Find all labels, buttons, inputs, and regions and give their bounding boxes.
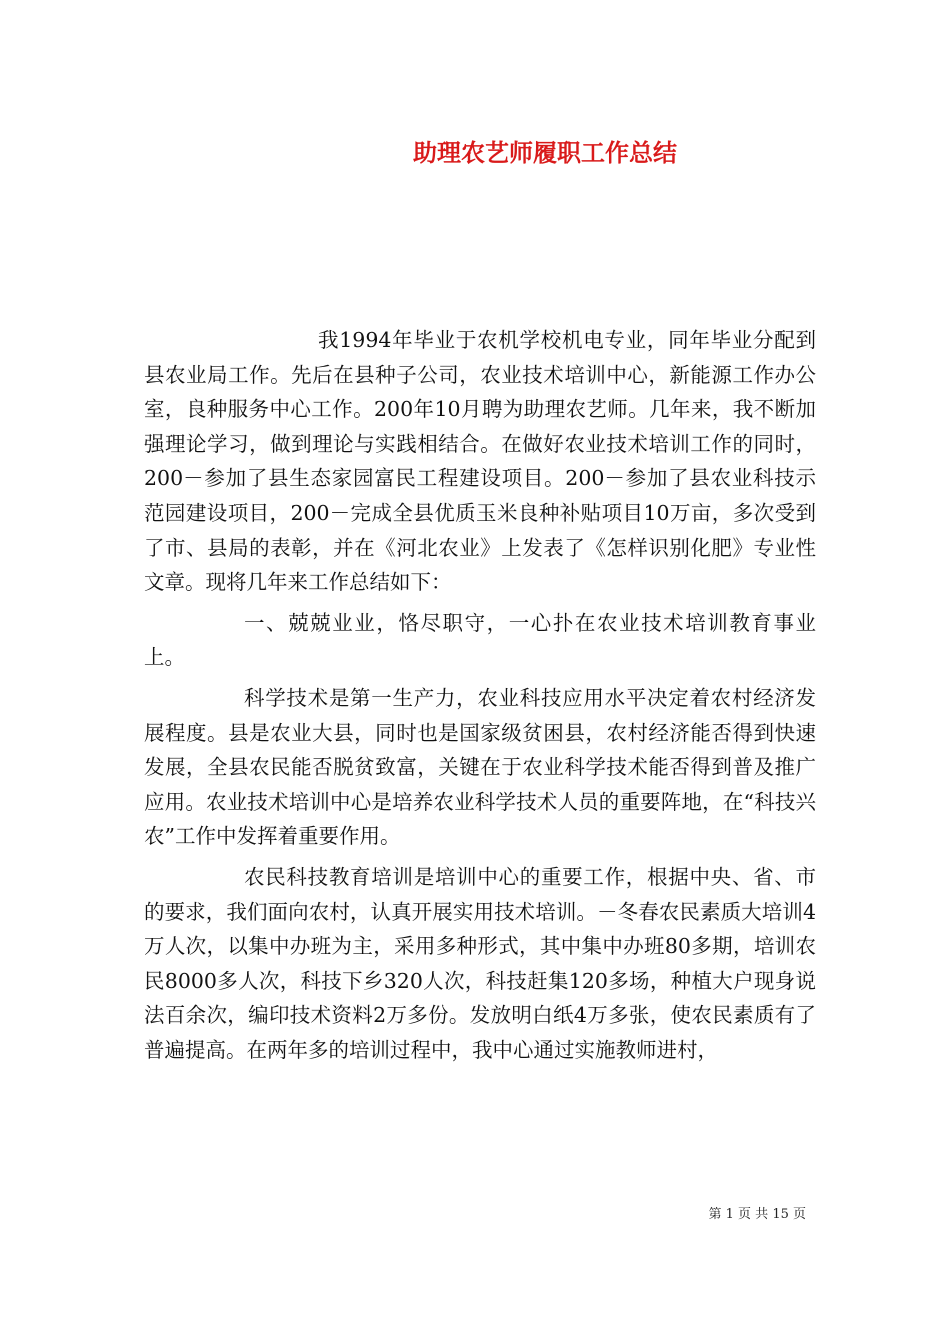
page-footer: 第 1 页 共 15 页 [708,1207,806,1222]
paragraph-science: 科学技术是第一生产力，农业科技应用水平决定着农村经济发展程度。县是农业大县，同时也是国家级贫困县，农村经济能否得到快速发展，全县农民能否脱贫致富，关键在于农业科学技术能否得到普及推广应用。农业技术培训中心是培养农业科学技术人员的重要阵地，在“科技兴农”工作中发挥着重要作用。 [144,685,816,849]
paragraph-training: 农民科技教育培训是培训中心的重要工作，根据中央、省、市的要求，我们面向农村，认真开展实用技术培训。－冬春农民素质大培训4万人次，以集中办班为主，采用多种形式，其中集中办班80多期，培训农民8000多人次，科技下乡320人次，科技赶集120多场，种植大户现身说法百余次，编印技术资料2万多份。发放明白纸4万多张，使农民素质有了普遍提高。在两年多的培训过程中，我中心通过实施教师进村， [144,864,816,1062]
paragraph-intro: 我1994年毕业于农机学校机电专业，同年毕业分配到县农业局工作。先后在县种子公司，农业技术培训中心，新能源工作办公室，良种服务中心工作。200年10月聘为助理农艺师。几年来，我不断加强理论学习，做到理论与实践相结合。在做好农业技术培训工作的同时，200－参加了县生态家园富民工程建设项目。200－参加了县农业科技示范园建设项目，200－完成全县优质玉米良种补贴项目10万亩，多次受到了市、县局的表彰，并在《河北农业》上发表了《怎样识别化肥》专业性文章。现将几年来工作总结如下： [144,328,816,595]
document-title: 助理农艺师履职工作总结 [413,138,677,167]
document-body [144,323,816,1067]
paragraph-section-heading: 一、兢兢业业，恪尽职守，一心扑在农业技术培训教育事业上。 [144,610,816,670]
